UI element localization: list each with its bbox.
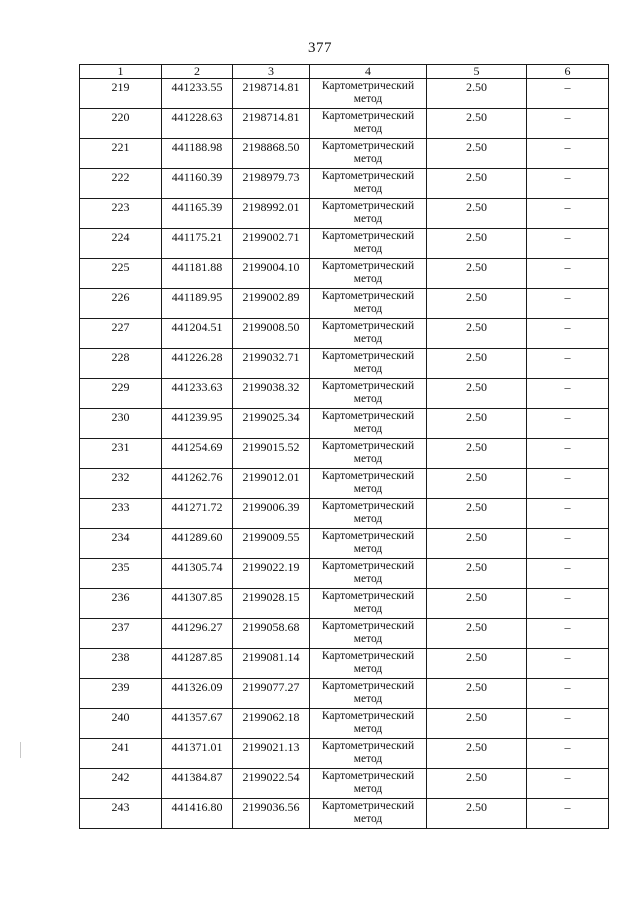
table-row (80, 289, 609, 319)
table-row (80, 529, 609, 559)
method-cell: Картометрический метод (310, 439, 427, 469)
point-number-cell: 228 (80, 349, 162, 379)
note-cell: – (527, 109, 609, 139)
accuracy-cell: 2.50 (427, 229, 527, 259)
point-number-cell: 233 (80, 499, 162, 529)
table-row (80, 199, 609, 229)
y-coordinate-cell: 2199021.13 (233, 739, 310, 769)
y-coordinate-cell: 2199032.71 (233, 349, 310, 379)
accuracy-cell: 2.50 (427, 439, 527, 469)
note-cell: – (527, 499, 609, 529)
x-coordinate-cell: 441239.95 (162, 409, 233, 439)
point-number-cell: 225 (80, 259, 162, 289)
method-cell: Картометрический метод (310, 199, 427, 229)
table-row (80, 349, 609, 379)
table-row (80, 109, 609, 139)
y-coordinate-cell: 2199008.50 (233, 319, 310, 349)
x-coordinate-cell: 441296.27 (162, 619, 233, 649)
point-number-cell: 224 (80, 229, 162, 259)
x-coordinate-cell: 441204.51 (162, 319, 233, 349)
accuracy-cell: 2.50 (427, 319, 527, 349)
note-cell: – (527, 679, 609, 709)
method-cell: Картометрический метод (310, 739, 427, 769)
scan-mark (20, 742, 21, 758)
accuracy-cell: 2.50 (427, 499, 527, 529)
accuracy-cell: 2.50 (427, 469, 527, 499)
x-coordinate-cell: 441189.95 (162, 289, 233, 319)
header-cell-3: 3 (233, 65, 310, 79)
note-cell: – (527, 199, 609, 229)
note-cell: – (527, 259, 609, 289)
table-row (80, 259, 609, 289)
x-coordinate-cell: 441160.39 (162, 169, 233, 199)
point-number-cell: 240 (80, 709, 162, 739)
accuracy-cell: 2.50 (427, 799, 527, 829)
page-number: 377 (308, 40, 332, 56)
x-coordinate-cell: 441289.60 (162, 529, 233, 559)
accuracy-cell: 2.50 (427, 619, 527, 649)
y-coordinate-cell: 2199006.39 (233, 499, 310, 529)
table-row (80, 469, 609, 499)
table-row (80, 769, 609, 799)
table-row (80, 229, 609, 259)
point-number-cell: 231 (80, 439, 162, 469)
point-number-cell: 221 (80, 139, 162, 169)
x-coordinate-cell: 441226.28 (162, 349, 233, 379)
y-coordinate-cell: 2198979.73 (233, 169, 310, 199)
method-cell: Картометрический метод (310, 709, 427, 739)
method-cell: Картометрический метод (310, 559, 427, 589)
note-cell: – (527, 169, 609, 199)
point-number-cell: 230 (80, 409, 162, 439)
method-cell: Картометрический метод (310, 259, 427, 289)
x-coordinate-cell: 441305.74 (162, 559, 233, 589)
note-cell: – (527, 619, 609, 649)
x-coordinate-cell: 441188.98 (162, 139, 233, 169)
accuracy-cell: 2.50 (427, 259, 527, 289)
method-cell: Картометрический метод (310, 529, 427, 559)
x-coordinate-cell: 441287.85 (162, 649, 233, 679)
note-cell: – (527, 469, 609, 499)
note-cell: – (527, 409, 609, 439)
method-cell: Картометрический метод (310, 349, 427, 379)
y-coordinate-cell: 2199022.54 (233, 769, 310, 799)
header-cell-2: 2 (162, 65, 233, 79)
note-cell: – (527, 379, 609, 409)
table-row (80, 799, 609, 829)
note-cell: – (527, 79, 609, 109)
point-number-cell: 222 (80, 169, 162, 199)
method-cell: Картометрический метод (310, 139, 427, 169)
x-coordinate-cell: 441228.63 (162, 109, 233, 139)
y-coordinate-cell: 2199015.52 (233, 439, 310, 469)
note-cell: – (527, 559, 609, 589)
y-coordinate-cell: 2199009.55 (233, 529, 310, 559)
point-number-cell: 241 (80, 739, 162, 769)
point-number-cell: 219 (80, 79, 162, 109)
method-cell: Картометрический метод (310, 409, 427, 439)
y-coordinate-cell: 2199058.68 (233, 619, 310, 649)
x-coordinate-cell: 441307.85 (162, 589, 233, 619)
point-number-cell: 234 (80, 529, 162, 559)
method-cell: Картометрический метод (310, 379, 427, 409)
accuracy-cell: 2.50 (427, 379, 527, 409)
note-cell: – (527, 799, 609, 829)
x-coordinate-cell: 441384.87 (162, 769, 233, 799)
accuracy-cell: 2.50 (427, 709, 527, 739)
note-cell: – (527, 319, 609, 349)
point-number-cell: 229 (80, 379, 162, 409)
x-coordinate-cell: 441165.39 (162, 199, 233, 229)
accuracy-cell: 2.50 (427, 739, 527, 769)
table-row (80, 79, 609, 109)
method-cell: Картометрический метод (310, 589, 427, 619)
coordinates-table (79, 64, 609, 829)
x-coordinate-cell: 441416.80 (162, 799, 233, 829)
header-cell-5: 5 (427, 65, 527, 79)
point-number-cell: 237 (80, 619, 162, 649)
note-cell: – (527, 349, 609, 379)
table-body (80, 79, 609, 829)
method-cell: Картометрический метод (310, 679, 427, 709)
accuracy-cell: 2.50 (427, 559, 527, 589)
point-number-cell: 242 (80, 769, 162, 799)
x-coordinate-cell: 441175.21 (162, 229, 233, 259)
x-coordinate-cell: 441271.72 (162, 499, 233, 529)
accuracy-cell: 2.50 (427, 679, 527, 709)
table-row (80, 739, 609, 769)
y-coordinate-cell: 2199002.89 (233, 289, 310, 319)
table-row (80, 379, 609, 409)
method-cell: Картометрический метод (310, 169, 427, 199)
accuracy-cell: 2.50 (427, 169, 527, 199)
x-coordinate-cell: 441233.55 (162, 79, 233, 109)
note-cell: – (527, 739, 609, 769)
method-cell: Картометрический метод (310, 499, 427, 529)
table-row (80, 409, 609, 439)
y-coordinate-cell: 2199028.15 (233, 589, 310, 619)
point-number-cell: 223 (80, 199, 162, 229)
note-cell: – (527, 439, 609, 469)
accuracy-cell: 2.50 (427, 139, 527, 169)
accuracy-cell: 2.50 (427, 199, 527, 229)
method-cell: Картометрический метод (310, 229, 427, 259)
x-coordinate-cell: 441262.76 (162, 469, 233, 499)
table-row (80, 619, 609, 649)
header-cell-6: 6 (527, 65, 609, 79)
point-number-cell: 227 (80, 319, 162, 349)
accuracy-cell: 2.50 (427, 529, 527, 559)
x-coordinate-cell: 441326.09 (162, 679, 233, 709)
accuracy-cell: 2.50 (427, 649, 527, 679)
table-row (80, 709, 609, 739)
y-coordinate-cell: 2199077.27 (233, 679, 310, 709)
point-number-cell: 220 (80, 109, 162, 139)
note-cell: – (527, 229, 609, 259)
x-coordinate-cell: 441233.63 (162, 379, 233, 409)
method-cell: Картометрический метод (310, 799, 427, 829)
y-coordinate-cell: 2199036.56 (233, 799, 310, 829)
table-row (80, 169, 609, 199)
note-cell: – (527, 709, 609, 739)
accuracy-cell: 2.50 (427, 289, 527, 319)
note-cell: – (527, 769, 609, 799)
point-number-cell: 226 (80, 289, 162, 319)
y-coordinate-cell: 2199038.32 (233, 379, 310, 409)
point-number-cell: 243 (80, 799, 162, 829)
y-coordinate-cell: 2199004.10 (233, 259, 310, 289)
table-row (80, 139, 609, 169)
note-cell: – (527, 139, 609, 169)
x-coordinate-cell: 441357.67 (162, 709, 233, 739)
method-cell: Картометрический метод (310, 289, 427, 319)
accuracy-cell: 2.50 (427, 79, 527, 109)
accuracy-cell: 2.50 (427, 769, 527, 799)
method-cell: Картометрический метод (310, 649, 427, 679)
method-cell: Картометрический метод (310, 109, 427, 139)
point-number-cell: 238 (80, 649, 162, 679)
y-coordinate-cell: 2199012.01 (233, 469, 310, 499)
note-cell: – (527, 529, 609, 559)
note-cell: – (527, 289, 609, 319)
table-row (80, 559, 609, 589)
table-row (80, 319, 609, 349)
y-coordinate-cell: 2198714.81 (233, 79, 310, 109)
point-number-cell: 232 (80, 469, 162, 499)
y-coordinate-cell: 2199025.34 (233, 409, 310, 439)
note-cell: – (527, 649, 609, 679)
y-coordinate-cell: 2198714.81 (233, 109, 310, 139)
y-coordinate-cell: 2199062.18 (233, 709, 310, 739)
y-coordinate-cell: 2199002.71 (233, 229, 310, 259)
accuracy-cell: 2.50 (427, 409, 527, 439)
table-row (80, 499, 609, 529)
note-cell: – (527, 589, 609, 619)
table-row (80, 439, 609, 469)
table-row (80, 649, 609, 679)
table-row (80, 589, 609, 619)
method-cell: Картометрический метод (310, 769, 427, 799)
accuracy-cell: 2.50 (427, 349, 527, 379)
method-cell: Картометрический метод (310, 79, 427, 109)
table-header (80, 65, 609, 79)
y-coordinate-cell: 2199081.14 (233, 649, 310, 679)
accuracy-cell: 2.50 (427, 589, 527, 619)
x-coordinate-cell: 441181.88 (162, 259, 233, 289)
header-cell-1: 1 (80, 65, 162, 79)
x-coordinate-cell: 441371.01 (162, 739, 233, 769)
point-number-cell: 239 (80, 679, 162, 709)
point-number-cell: 236 (80, 589, 162, 619)
method-cell: Картометрический метод (310, 319, 427, 349)
header-row (80, 65, 609, 79)
y-coordinate-cell: 2198868.50 (233, 139, 310, 169)
header-cell-4: 4 (310, 65, 427, 79)
point-number-cell: 235 (80, 559, 162, 589)
method-cell: Картометрический метод (310, 619, 427, 649)
y-coordinate-cell: 2199022.19 (233, 559, 310, 589)
x-coordinate-cell: 441254.69 (162, 439, 233, 469)
y-coordinate-cell: 2198992.01 (233, 199, 310, 229)
method-cell: Картометрический метод (310, 469, 427, 499)
accuracy-cell: 2.50 (427, 109, 527, 139)
table-row (80, 679, 609, 709)
